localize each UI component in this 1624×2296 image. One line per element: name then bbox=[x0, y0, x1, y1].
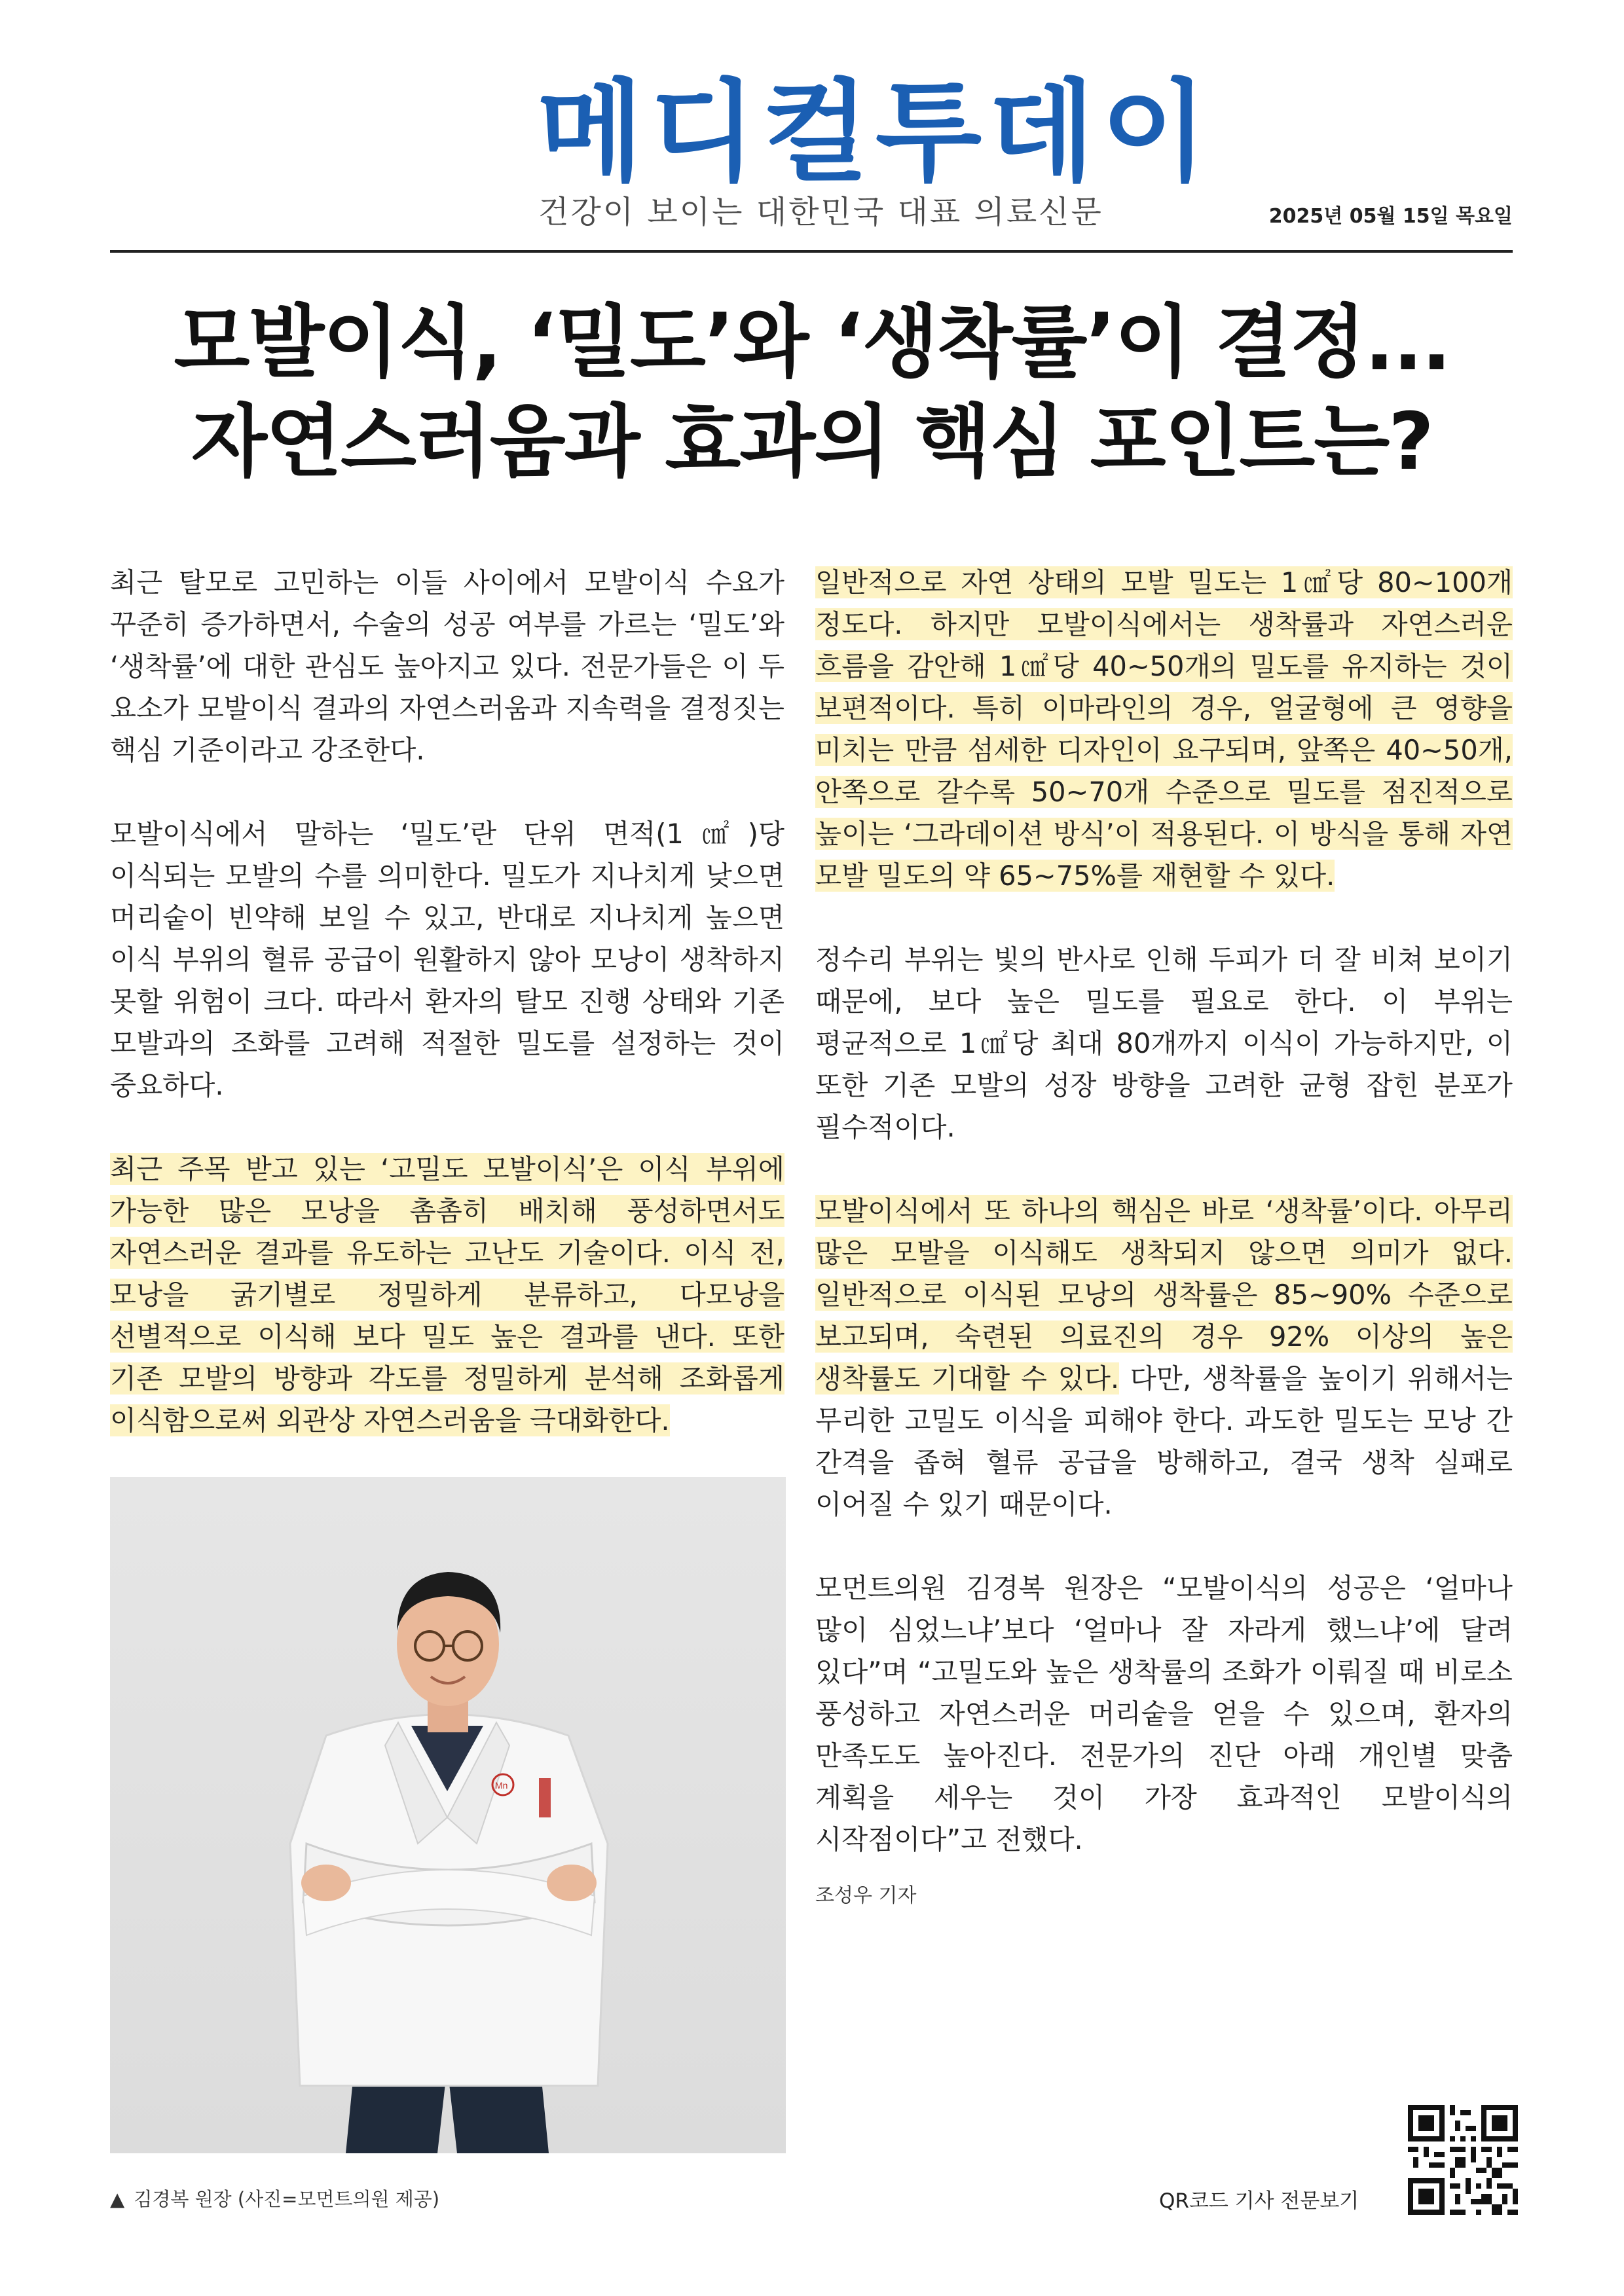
paragraph-high-density bbox=[110, 1148, 784, 1442]
highlighted-text: 최근 주목 받고 있는 ‘고밀도 모발이식’은 이식 부위에 가능한 많은 모낭을 촘촘히 배치해 풍성하면서도 자연스러운 결과를 유도하는 고난도 기술이다. 이식 전, 모낭을 굵기별로 정밀하게 분류하고, 다모낭을 선별적으로 이식해 보다 밀도 높은 결과를 낸다. 또한 기존 모발의 방향과 각도를 정밀하게 분석해 조화롭게 이식함으로써 외관상 자연스러움을 극대화한다. bbox=[110, 1153, 784, 1436]
paragraph-survival-rate-rest: 다만, 생착률을 높이기 위해서는 무리한 고밀도 이식을 피해야 한다. 과도한 밀도는 모낭 간 간격을 좁혀 혈류 공급을 방해하고, 결국 생착 실패로 이어질 수 있기 때문이다. bbox=[815, 1362, 1513, 1520]
newspaper-tagline: 건강이 보이는 대한민국 대표 의료신문 bbox=[538, 194, 1103, 230]
issue-date: 2025년 05월 15일 목요일 bbox=[1268, 205, 1513, 228]
paragraph-natural-density bbox=[815, 562, 1513, 897]
headline-line-1: 모발이식, ‘밀도’와 ‘생착률’이 결정... bbox=[174, 297, 1450, 388]
article-column-right bbox=[815, 562, 1513, 1903]
triangle-up-icon: ▲ bbox=[110, 2188, 125, 2210]
reporter-byline: 조성우 기자 bbox=[815, 1884, 917, 1907]
masthead bbox=[0, 0, 1624, 262]
photo-caption bbox=[110, 2185, 439, 2212]
article-headline bbox=[85, 293, 1539, 492]
qr-code-icon[interactable] bbox=[1408, 2105, 1518, 2215]
headline-line-2: 자연스러움과 효과의 핵심 포인트는? bbox=[191, 397, 1433, 488]
paragraph-intro: 최근 탈모로 고민하는 이들 사이에서 모발이식 수요가 꾸준히 증가하면서, 수술의 성공 여부를 가르는 ‘밀도’와 ‘생착률’에 대한 관심도 높아지고 있다. 전문가들은 이 두 요소가 모발이식 결과의 자연스러움과 지속력을 결정짓는 핵심 기준이라고 강조한다. bbox=[110, 566, 784, 766]
masthead-divider bbox=[110, 250, 1513, 253]
article-column-left bbox=[110, 562, 784, 1484]
coat-logo: Mn bbox=[495, 1780, 508, 1791]
photo-caption-text: 김경복 원장 (사진=모먼트의원 제공) bbox=[134, 2188, 440, 2210]
paragraph-density-definition: 모발이식에서 말하는 ‘밀도’란 단위 면적(1㎠)당 이식되는 모발의 수를 의미한다. 밀도가 지나치게 낮으면 머리숱이 빈약해 보일 수 있고, 반대로 지나치게 높으면 이식 부위의 혈류 공급이 원활하지 않아 모낭이 생착하지 못할 위험이 크다. 따라서 환자의 탈모 진행 상태와 기존 모발과의 조화를 고려해 적절한 밀도를 설정하는 것이 중요하다. bbox=[110, 818, 784, 1101]
doctor-portrait-illustration bbox=[110, 1477, 786, 2153]
paragraph-survival-rate bbox=[815, 1190, 1513, 1525]
paragraph-quote: 모먼트의원 김경복 원장은 “모발이식의 성공은 ‘얼마나 많이 심었느냐’보다 ‘얼마나 잘 자라게 했느냐’에 달려 있다”며 “고밀도와 높은 생착률의 조화가 이뤄질 때 비로소 풍성하고 자연스러운 머리숱을 얻을 수 있으며, 환자의 만족도도 높아진다. 전문가의 진단 아래 개인별 맞춤 계획을 세우는 것이 가장 효과적인 모발이식의 시작점이다”고 전했다. bbox=[815, 1572, 1513, 1855]
highlighted-text: 일반적으로 자연 상태의 모발 밀도는 1㎠당 80~100개 정도다. 하지만 모발이식에서는 생착률과 자연스러운 흐름을 감안해 1㎠당 40~50개의 밀도를 유지하는 것이 보편적이다. 특히 이마라인의 경우, 얼굴형에 큰 영향을 미치는 만큼 섬세한 디자인이 요구되며, 앞쪽은 40~50개, 안쪽으로 갈수록 50~70개 수준으로 밀도를 점진적으로 높이는 ‘그라데이션 방식’이 적용된다. 이 방식을 통해 자연 모발 밀도의 약 65~75%를 재현할 수 있다. bbox=[815, 566, 1513, 892]
highlighted-text: 모발이식에서 또 하나의 핵심은 바로 ‘생착률’이다. 아무리 많은 모발을 이식해도 생착되지 않으면 의미가 없다. 일반적으로 이식된 모낭의 생착률은 85~90% 수준으로 보고되며, 숙련된 의료진의 경우 92% 이상의 높은 생착률도 기대할 수 있다. bbox=[815, 1195, 1513, 1394]
qr-label: QR코드 기사 전문보기 bbox=[1159, 2189, 1359, 2213]
paragraph-crown: 정수리 부위는 빛의 반사로 인해 두피가 더 잘 비쳐 보이기 때문에, 보다 높은 밀도를 필요로 한다. 이 부위는 평균적으로 1㎠당 최대 80개까지 이식이 가능하지만, 이 또한 기존 모발의 성장 방향을 고려한 균형 잡힌 분포가 필수적이다. bbox=[815, 943, 1513, 1143]
doctor-photo bbox=[110, 1477, 786, 2153]
newspaper-logo[interactable]: 메디컬투데이 bbox=[537, 68, 1214, 196]
